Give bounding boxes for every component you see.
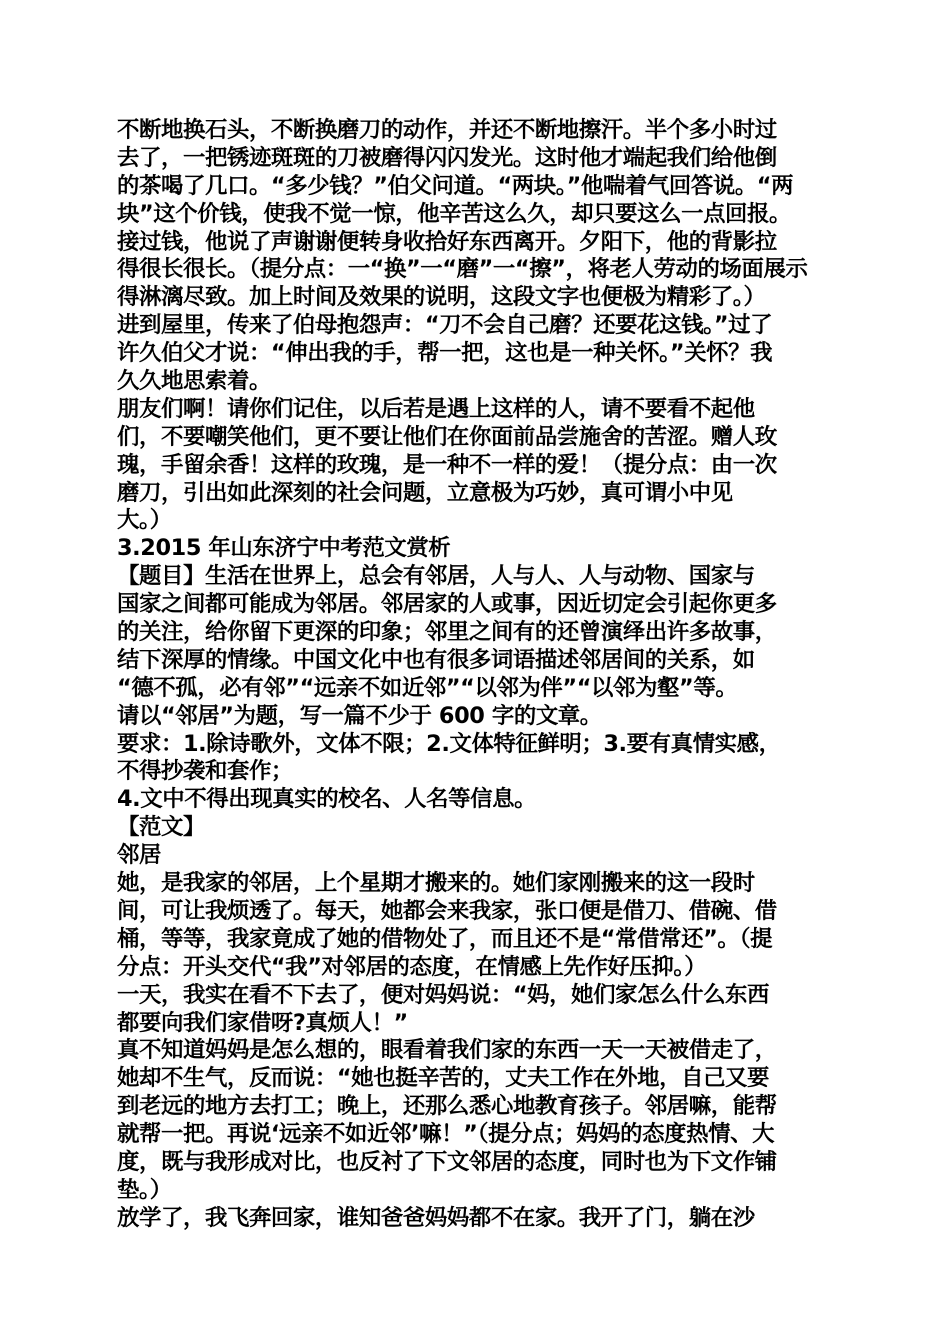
text-line: 去了，一把锈迹斑斑的刀被磨得闪闪发光。这时他才端起我们给他倒: [117, 144, 777, 171]
text-line: 磨刀，引出如此深刻的社会问题，立意极为巧妙，真可谓小中见: [117, 479, 733, 506]
text-line: 她却不生气，反而说：“她也挺辛苦的，丈夫工作在外地，自己又要: [117, 1065, 770, 1092]
text-line: 度，既与我形成对比，也反衬了下文邻居的态度，同时也为下文作铺: [117, 1148, 777, 1175]
text-line: 要求：1.除诗歌外，文体不限；2.文体特征鲜明；3.要有真情实感，: [117, 730, 781, 757]
text-line: 的茶喝了几口。“多少钱？”伯父问道。“两块。”他喘着气回答说。“两: [117, 172, 794, 199]
text-line: 放学了，我飞奔回家，谁知爸爸妈妈都不在家。我开了门，躺在沙: [117, 1204, 755, 1231]
text-line: 不得抄袭和套作；: [117, 758, 293, 785]
text-line: 们，不要嘲笑他们，更不要让他们在你面前品尝施舍的苦涩。赠人玫: [117, 423, 777, 450]
text-line: 不断地换石头，不断换磨刀的动作，并还不断地擦汗。半个多小时过: [117, 117, 777, 143]
text-line: 接过钱，他说了声谢谢便转身收拾好东西离开。夕阳下，他的背影拉: [117, 228, 777, 255]
section-heading: 3.2015 年山东济宁中考范文赏析: [117, 535, 451, 562]
text-line: 【范文】: [117, 814, 205, 841]
text-line: 桶，等等，我家竟成了她的借物处了，而且还不是“常借常还”。（提: [117, 925, 773, 952]
text-line: 结下深厚的情缘。中国文化中也有很多词语描述邻居间的关系，如: [117, 646, 755, 673]
text-line: 分点：开头交代“我”对邻居的态度，在情感上先作好压抑。）: [117, 953, 707, 980]
text-line: 到老远的地方去打工；晚上，还那么悉心地教育孩子。邻居嘛，能帮: [117, 1093, 777, 1120]
essay-title: 邻居: [117, 842, 161, 869]
text-line: 她，是我家的邻居，上个星期才搬来的。她们家刚搬来的这一段时: [117, 870, 755, 897]
text-line: 大。）: [117, 507, 172, 534]
text-line: 间，可让我烦透了。每天，她都会来我家，张口便是借刀、借碗、借: [117, 897, 777, 924]
text-line: 块”这个价钱，使我不觉一惊，他辛苦这么久，却只要这么一点回报。: [117, 200, 792, 227]
document-page: [117, 117, 837, 1233]
text-line: 瑰，手留余香！这样的玫瑰，是一种不一样的爱！（提分点：由一次: [117, 451, 777, 478]
text-line: 都要向我们家借呀?真烦人！”: [117, 1009, 408, 1036]
text-line: 4.文中不得出现真实的校名、人名等信息。: [117, 786, 537, 813]
text-line: 真不知道妈妈是怎么想的，眼看着我们家的东西一天一天被借走了，: [117, 1037, 777, 1064]
text-line: 的关注，给你留下更深的印象；邻里之间有的还曾演绎出许多故事，: [117, 619, 777, 646]
text-line: 【题目】生活在世界上，总会有邻居，人与人、人与动物、国家与: [117, 563, 755, 590]
text-line: 得很长很长。（提分点：一“换”一“磨”一“擦”，将老人劳动的场面展示: [117, 256, 808, 283]
text-line: “德不孤，必有邻”“远亲不如近邻”“以邻为伴”“以邻为壑”等。: [117, 674, 738, 701]
text-line: 进到屋里，传来了伯母抱怨声：“刀不会自己磨？还要花这钱。”过了: [117, 312, 773, 339]
text-line: 许久伯父才说：“伸出我的手，帮一把，这也是一种关怀。”关怀？我: [117, 340, 773, 367]
text-line: 垫。）: [117, 1176, 172, 1203]
text-line: 朋友们啊！请你们记住，以后若是遇上这样的人，请不要看不起他: [117, 395, 755, 422]
text-line: 国家之间都可能成为邻居。邻居家的人或事，因近切定会引起你更多: [117, 591, 777, 618]
text-line: 请以“邻居”为题，写一篇不少于 600 字的文章。: [117, 702, 602, 729]
text-line: 一天，我实在看不下去了，便对妈妈说：“妈，她们家怎么什么东西: [117, 981, 770, 1008]
text-line: 久久地思索着。: [117, 368, 271, 395]
text-line: 就帮一把。再说‘远亲不如近邻’嘛！”（提分点；妈妈的态度热情、大: [117, 1121, 775, 1148]
text-line: 得淋漓尽致。加上时间及效果的说明，这段文字也便极为精彩了。）: [117, 284, 766, 311]
